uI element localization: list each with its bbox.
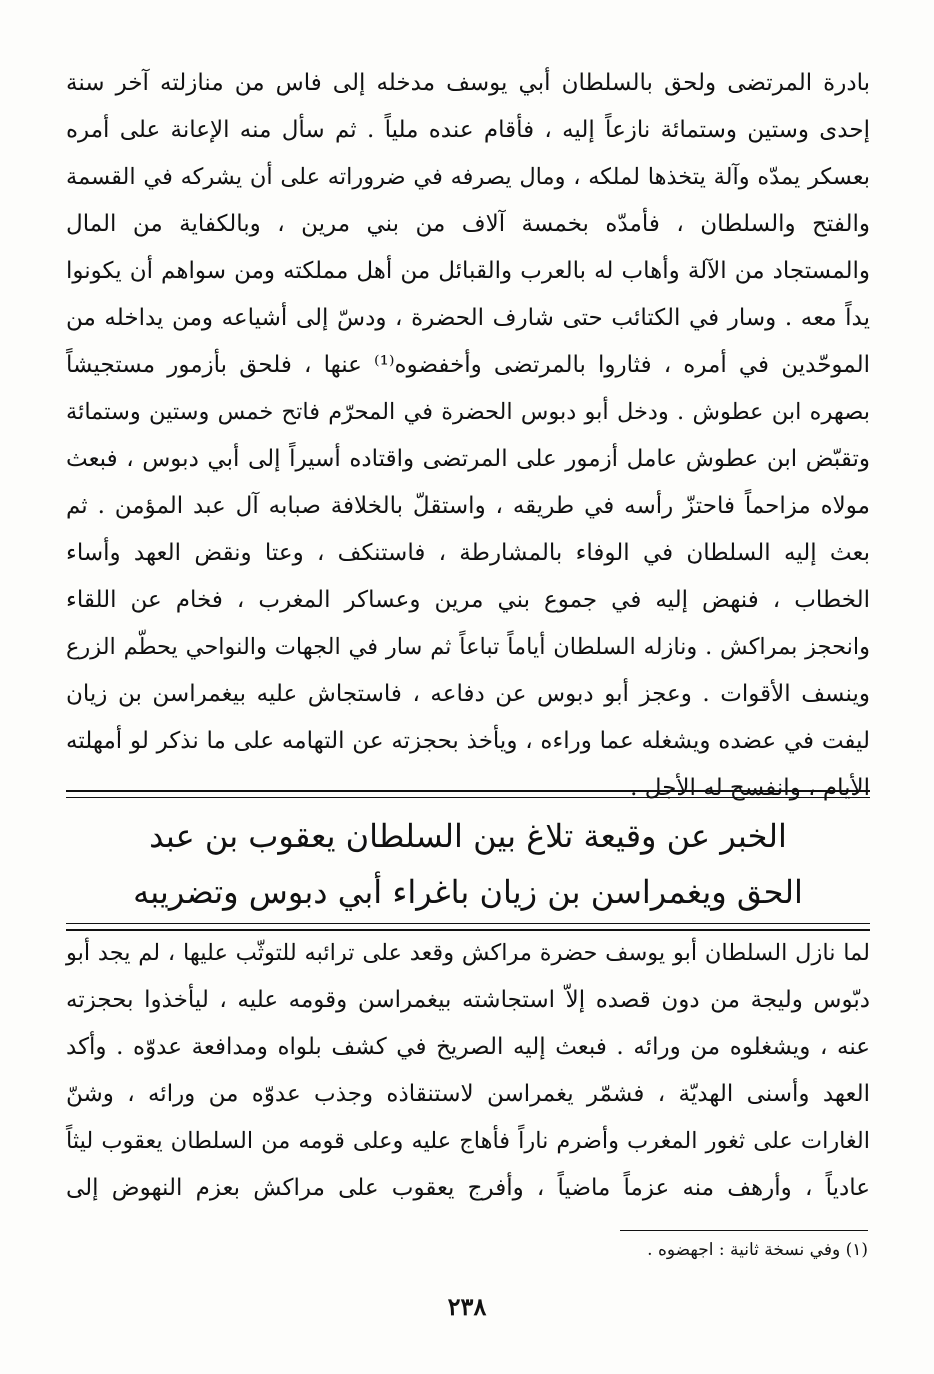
text-line: وينسف الأقوات . وعجز أبو دبوس عن دفاعه ، فاستجاش عليه بيغمراسن بن زيان [66, 681, 870, 707]
text-line: ليفت في عضده ويشغله عما وراءه ، ويأخذ بحجزته عن التهامه على ما نذكر لو أمهلته [66, 728, 870, 754]
text-line: بعسكر يمدّه وآلة يتخذها لملكه ، ومال يصرفه في ضروراته على أن يشركه في القسمة [66, 164, 870, 190]
page-number: ٢٣٨ [447, 1292, 487, 1321]
text-line: عادياً ، وأرهف منه عزماً ماضياً ، وأفرج يعقوب على مراكش بعزم النهوض إلى [66, 1175, 870, 1201]
footnote-separator [620, 1230, 868, 1231]
body-paragraph [66, 60, 870, 812]
heading-line: الخبر عن وقيعة تلاغ بين السلطان يعقوب بن عبد [149, 817, 787, 855]
text-line: يداً معه . وسار في الكتائب حتى شارف الحضرة ، ودسّ إلى أشياعه ومن يداخله من [66, 305, 870, 331]
heading-line: الحق ويغمراسن بن زيان باغراء أبي دبوس وتضريبه [133, 873, 803, 911]
heading-top-rule-thin [66, 797, 870, 798]
heading-top-rule [66, 790, 870, 792]
text-line: الغارات على ثغور المغرب وأضرم ناراً فأهاج عليه وعلى قومه من السلطان يعقوب ليثاً [66, 1128, 870, 1154]
text-line: مولاه مزاحماً فاحتزّ رأسه في طريقه ، واستقلّ بالخلافة صبابه آل عبد المؤمن . ثم [66, 493, 870, 519]
text-line: الخطاب ، فنهض إليه في جموع بني مرين وعساكر المغرب ، فخام عن اللقاء [66, 587, 870, 613]
text-line: بصهره ابن عطوش . ودخل أبو دبوس الحضرة في المحرّم فاتح خمس وستين وستمائة [66, 399, 870, 425]
text-line: الموحّدين في أمره ، فثاروا بالمرتضى وأخفضوه⁽¹⁾ عنها ، فلحق بأزمور مستجيشاً [66, 352, 870, 378]
text-line: والفتح والسلطان ، فأمدّه بخمسة آلاف من بني مرين ، وبالكفاية من المال [66, 211, 870, 237]
text-line: وتقبّض ابن عطوش عامل أزمور على المرتضى واقتاده أسيراً إلى أبي دبوس ، فبعث [66, 446, 870, 472]
section-paragraph [66, 930, 870, 1212]
text-line: العهد وأسنى الهديّة ، فشمّر يغمراسن لاستنقاذه وجذب عدوّه من ورائه ، وشنّ [66, 1081, 870, 1107]
text-line: بعث إليه السلطان في الوفاء بالمشارطة ، فاستنكف ، وعتا ونقض العهد وأساء [66, 540, 870, 566]
text-line: وانحجز بمراكش . ونازله السلطان أياماً تباعاً ثم سار في الجهات والنواحي يحطّم الزرع [66, 634, 870, 660]
text-line: دبّوس وليجة من دون قصده إلاّ استجاشته بيغمراسن وقومه عليه ، ليأخذوا بحجزته [66, 987, 870, 1013]
text-line: بادرة المرتضى ولحق بالسلطان أبي يوسف مدخله إلى فاس من منازلته آخر سنة [66, 70, 870, 96]
text-line: إحدى وستين وستمائة نازعاً إليه ، فأقام عنده ملياً . ثم سأل منه الإعانة على أمره [66, 117, 870, 143]
heading-bottom-rule-thin [66, 923, 870, 924]
text-line: والمستجاد من الآلة وأهاب له بالعرب والقبائل من أهل مملكته ومن سواهم أن يكونوا [66, 258, 870, 284]
footnote: (١) وفي نسخة ثانية : اجهضوه . [647, 1240, 868, 1260]
section-heading [90, 808, 846, 920]
text-line: عنه ، ويشغلوه من ورائه . فبعث إليه الصريخ في كشف بلواه ومدافعة عدوّه . وأكد [66, 1034, 870, 1060]
text-line: الأيام ، وانفسح له الأجل . [630, 775, 870, 801]
text-line: لما نازل السلطان أبو يوسف حضرة مراكش وقعد على ترائبه للتوثّب عليها ، لم يجد أبو [66, 940, 870, 966]
